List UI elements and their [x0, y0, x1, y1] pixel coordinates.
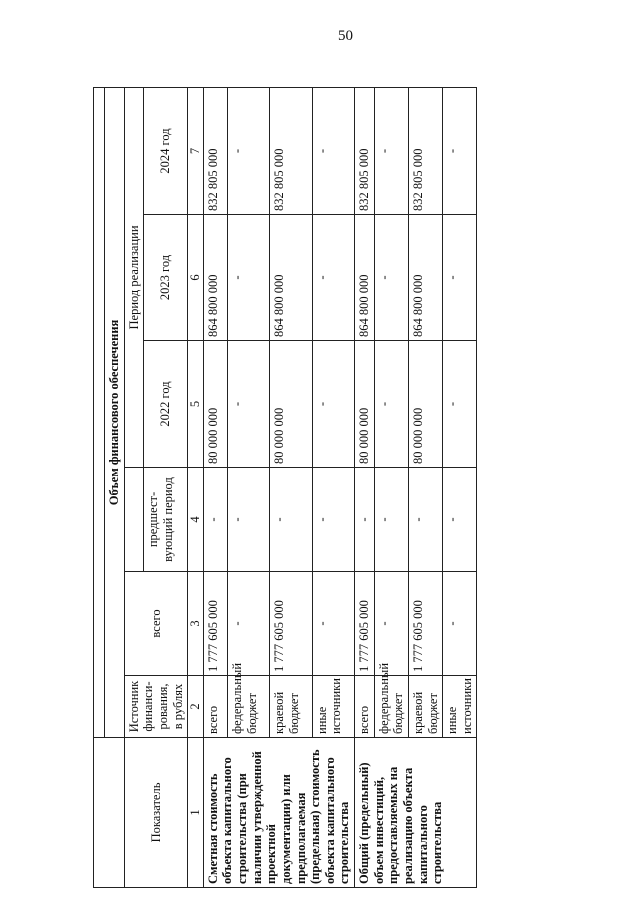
- column-number-row: [188, 87, 204, 887]
- previous-period-cell: -: [408, 468, 442, 572]
- year-2024-cell: 832 805 000: [408, 87, 442, 214]
- page-number: 50: [338, 28, 353, 44]
- year-2024-cell: -: [374, 87, 408, 214]
- year-2023-cell: 864 800 000: [355, 215, 375, 341]
- year-2022-cell: -: [443, 341, 477, 468]
- header-top-row: [94, 87, 105, 887]
- total-cell: -: [312, 572, 354, 676]
- year-2023-cell: 864 800 000: [270, 215, 312, 341]
- year-2022-cell: 80 000 000: [270, 341, 312, 468]
- indicator-header: Показатель: [124, 738, 188, 888]
- table-row: [203, 87, 227, 887]
- previous-period-cell: -: [355, 468, 375, 572]
- financing-table: [93, 87, 477, 888]
- source-header: Источник финанси-рования, в рублях: [124, 676, 188, 738]
- previous-period-cell: -: [374, 468, 408, 572]
- year-2023-header: 2023 год: [144, 215, 188, 341]
- header-top-spacer: [94, 87, 105, 737]
- table-row: [355, 87, 375, 887]
- previous-period-cell: -: [443, 468, 477, 572]
- year-2024-header: 2024 год: [144, 87, 188, 214]
- source-cell: краевой бюджет: [270, 676, 312, 738]
- header-top-left-cell: [94, 738, 125, 888]
- column-number: 1: [188, 738, 204, 888]
- year-2023-cell: -: [312, 215, 354, 341]
- year-2022-cell: 80 000 000: [355, 341, 375, 468]
- column-number: 2: [188, 676, 204, 738]
- year-2023-cell: -: [374, 215, 408, 341]
- year-2022-cell: -: [228, 341, 270, 468]
- source-cell: иные источники: [312, 676, 354, 738]
- total-cell: -: [228, 572, 270, 676]
- header-row-period: [124, 87, 144, 887]
- source-cell: всего: [203, 676, 227, 738]
- previous-period-cell: -: [270, 468, 312, 572]
- rotated-table-container: [93, 88, 474, 888]
- year-2024-cell: -: [228, 87, 270, 214]
- year-2024-cell: -: [443, 87, 477, 214]
- year-2022-cell: -: [312, 341, 354, 468]
- source-cell: федеральный бюджет: [228, 676, 270, 738]
- year-2023-cell: 864 800 000: [408, 215, 442, 341]
- total-cell: 1 777 605 000: [203, 572, 227, 676]
- financing-volume-header: Объем финансового обеспечения: [105, 87, 125, 737]
- year-2024-cell: 832 805 000: [270, 87, 312, 214]
- source-cell: федеральный бюджет: [374, 676, 408, 738]
- year-2022-cell: -: [374, 341, 408, 468]
- indicator-total-investment: Общий (предельный) объем инвестиций, предоставляемых на реализацию объекта капитального строительства: [355, 738, 477, 888]
- column-number: 4: [188, 468, 204, 572]
- total-cell: -: [374, 572, 408, 676]
- column-number: 6: [188, 215, 204, 341]
- source-cell: всего: [355, 676, 375, 738]
- column-number: 3: [188, 572, 204, 676]
- column-number: 5: [188, 341, 204, 468]
- year-2024-cell: 832 805 000: [203, 87, 227, 214]
- total-cell: 1 777 605 000: [355, 572, 375, 676]
- year-2022-header: 2022 год: [144, 341, 188, 468]
- source-cell: иные источники: [443, 676, 477, 738]
- previous-period-spacer: [124, 468, 144, 572]
- total-cell: 1 777 605 000: [270, 572, 312, 676]
- year-2023-cell: -: [443, 215, 477, 341]
- year-2023-cell: 864 800 000: [203, 215, 227, 341]
- indicator-estimated-cost: Сметная стоимость объекта капитального строительства (при наличии утвержденной проектной документации) или предполагаемая (предельная) стоимость объекта капитального строительства: [203, 738, 354, 888]
- year-2022-cell: 80 000 000: [408, 341, 442, 468]
- previous-period-header: предшест-вующий период: [144, 468, 188, 572]
- year-2022-cell: 80 000 000: [203, 341, 227, 468]
- year-2024-cell: 832 805 000: [355, 87, 375, 214]
- total-cell: -: [443, 572, 477, 676]
- implementation-period-header: Период реализации: [124, 87, 144, 467]
- year-2023-cell: -: [228, 215, 270, 341]
- total-header: всего: [124, 572, 188, 676]
- source-cell: краевой бюджет: [408, 676, 442, 738]
- previous-period-cell: -: [228, 468, 270, 572]
- total-cell: 1 777 605 000: [408, 572, 442, 676]
- previous-period-cell: -: [203, 468, 227, 572]
- year-2024-cell: -: [312, 87, 354, 214]
- column-number: 7: [188, 87, 204, 214]
- previous-period-cell: -: [312, 468, 354, 572]
